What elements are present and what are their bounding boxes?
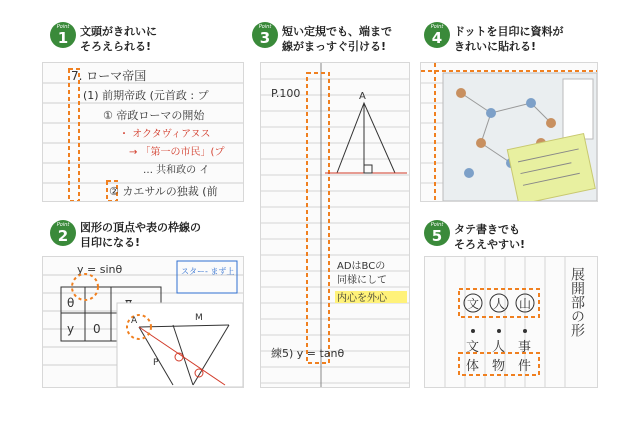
- n5-char2: 人: [493, 297, 506, 311]
- n1-line6: … 共和政の イ: [143, 165, 210, 176]
- point-2-heading: 図形の頂点や表の枠線の 目印になる!: [80, 221, 201, 249]
- n1-line2: (1) 前期帝政 (元首政 : プ: [83, 89, 209, 102]
- n5-char3: 山: [519, 297, 532, 311]
- point-3-notebook-photo: [260, 62, 410, 388]
- n3-note1: ADはBCの: [337, 261, 386, 272]
- n5-char5: 人: [492, 340, 506, 355]
- n5-char9: 件: [518, 359, 532, 374]
- point-1-heading: 文頭がきれいに そろえられる!: [80, 25, 157, 53]
- n1-line4: ・ オクタヴィアヌス: [119, 129, 211, 140]
- point-4-badge: Point 4: [424, 22, 450, 48]
- point-5-notebook-photo: [424, 256, 598, 388]
- n3-page: P.100: [271, 87, 301, 100]
- n5-char1: 文: [467, 297, 480, 311]
- n5-vertical-text: 展開部の形: [569, 267, 585, 337]
- point-5-badge: Point 5: [424, 220, 450, 246]
- point-4-heading: ドットを目印に資料が きれいに貼れる!: [454, 25, 564, 53]
- point-2-badge: Point 2: [50, 220, 76, 246]
- n2-box-note: スター- まず上: [181, 267, 235, 276]
- n3-formula: 練5) y = tanθ: [271, 347, 345, 360]
- n1-line5: → 「第一の市民」(プ: [129, 147, 225, 158]
- n5-char8: 物: [492, 359, 506, 374]
- n2-y: y: [67, 322, 75, 336]
- n3-vertex-A: A: [359, 91, 366, 102]
- n1-line3: ① 帝政ローマの開始: [103, 109, 205, 122]
- n2-zero: 0: [93, 322, 101, 336]
- point-5-heading: タテ書きでも そろえやすい!: [454, 223, 526, 251]
- n2-vertex-M: M: [195, 313, 203, 323]
- n3-note2: 同様にして: [337, 275, 387, 286]
- point-1-badge: Point 1: [50, 22, 76, 48]
- n5-char6: 事: [518, 340, 532, 355]
- n5-char4: 文: [466, 340, 480, 355]
- point-1-notebook-photo: [42, 62, 244, 202]
- point-2-notebook-photo: [42, 256, 244, 388]
- n1-line7: ② カエサルの独裁 (前: [109, 185, 218, 198]
- n5-char7: 体: [466, 359, 480, 374]
- n2-vertex-A: A: [131, 316, 138, 326]
- n2-vertex-P: P: [153, 358, 159, 368]
- point-3-badge: Point 3: [252, 22, 278, 48]
- n3-note3: 内心を外心: [337, 293, 387, 304]
- n2-formula: y = sinθ: [77, 263, 123, 276]
- n2-theta: θ: [67, 296, 75, 310]
- n1-line1: 7. ローマ帝国: [71, 69, 147, 83]
- point-3-heading: 短い定規でも、端まで 線がまっすぐ引ける!: [282, 25, 392, 53]
- point-4-notebook-photo: [420, 62, 598, 202]
